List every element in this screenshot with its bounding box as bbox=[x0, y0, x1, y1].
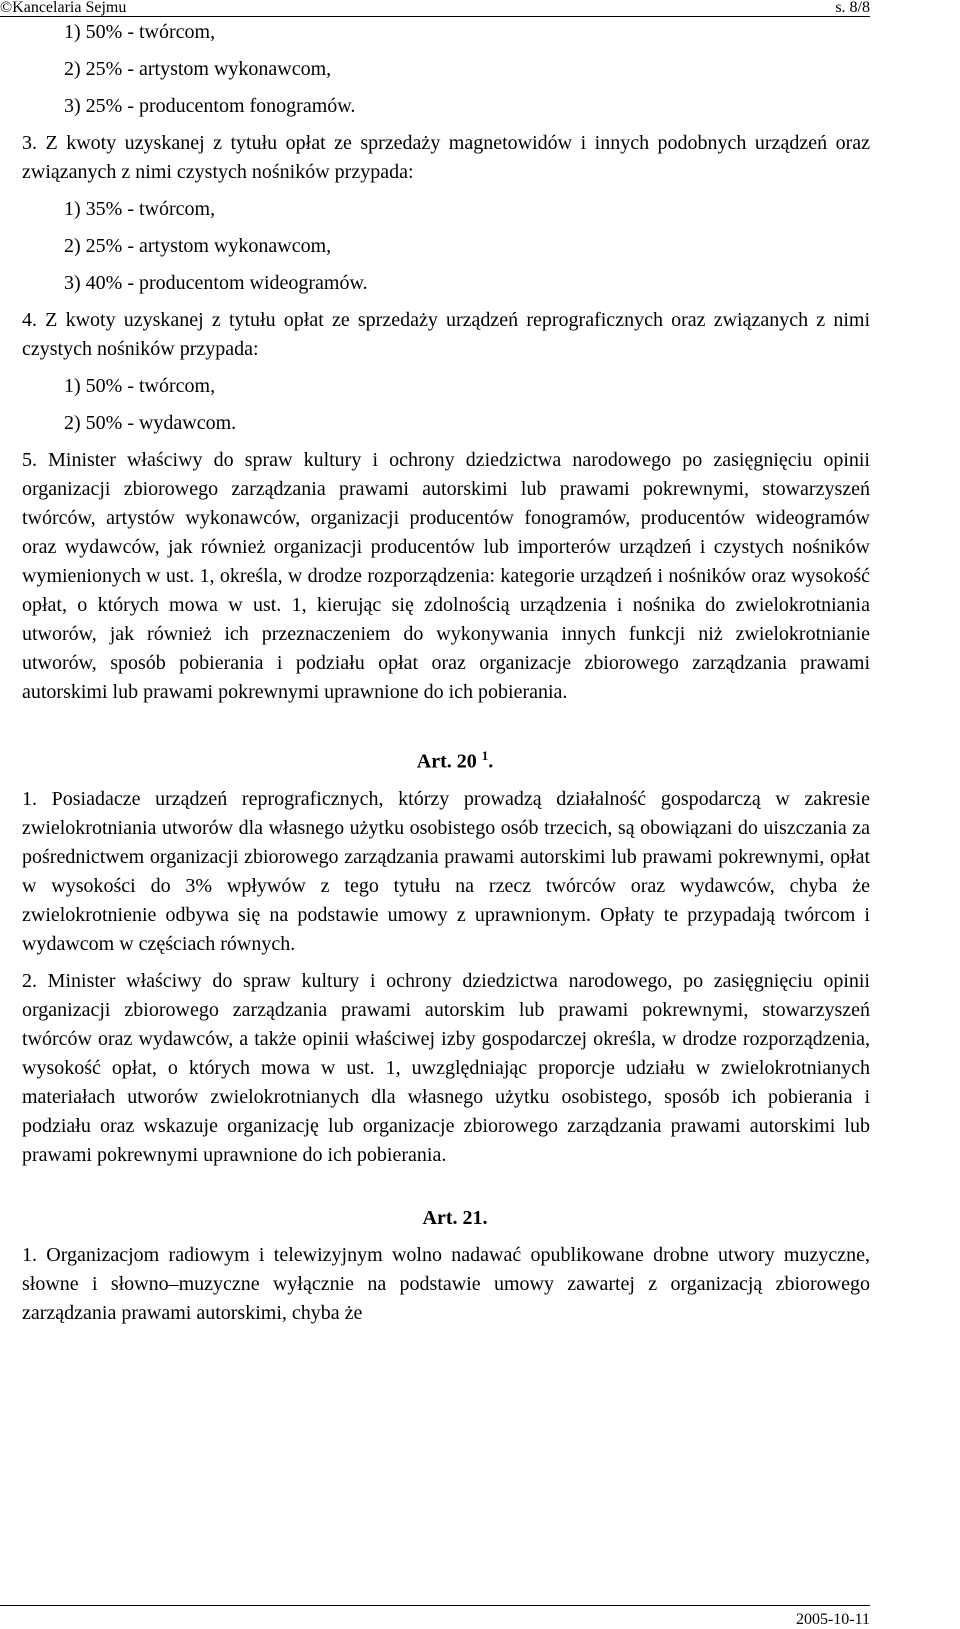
paragraph-3-intro: 3. Z kwoty uzyskanej z tytułu opłat ze sprzedaży magnetowidów i innych podobnych urządzeń oraz związanych z nimi czystych nośników przypada: bbox=[22, 132, 870, 183]
document-body bbox=[0, 18, 870, 1328]
list-item: 2) 25% - artystom wykonawcom, bbox=[64, 58, 332, 80]
page-number: s. 8/8 bbox=[835, 0, 870, 16]
list-item: 1) 50% - twórcom, bbox=[64, 375, 216, 397]
paragraph-5: 5. Minister właściwy do spraw kultury i ochrony dziedzictwa narodowego po zasięgnięciu opinii organizacji zbiorowego zarządzania prawami autorskimi lub prawami pokrewnymi, stowarzyszeń twórców, artystów wykonawców, organizacji producentów fonogramów, producentów wideogramów oraz wydawców, jak również organizacji producentów lub importerów urządzeń i czystych nośników wymienionych w ust. 1, określa, w drodze rozporządzenia: kategorie urządzeń i nośników oraz wysokość opłat, o których mowa w ust. 1, kierując się zdolnością urządzenia i nośnika do zwielokrotniania utworów, jak również ich przeznaczeniem do wykonywania innych funkcji niż zwielokrotnianie utworów, sposób pobierania i podziału opłat oraz organizacje zbiorowego zarządzania prawami autorskimi lub prawami pokrewnymi uprawnione do ich pobierania. bbox=[22, 449, 870, 703]
source-label: ©Kancelaria Sejmu bbox=[0, 0, 127, 16]
article-20-1-paragraph-1: 1. Posiadacze urządzeń reprograficznych, którzy prowadzą działalność gospodarczą w zakresie zwielokrotniania utworów dla własnego użytku osobistego osób trzecich, są obowiązani do uiszczania za pośrednictwem organizacji zbiorowego zarządzania prawami autorskimi lub prawami pokrewnymi, opłat w wysokości do 3% wpływów z tego tytułu na rzecz twórców oraz wydawców, chyba że zwielokrotnienie odbywa się na podstawie umowy z uprawnionym. Opłaty te przypadają twórcom i wydawcom w częściach równych. bbox=[22, 787, 870, 955]
page-header bbox=[0, 0, 870, 20]
article-title-21: Art. 21. bbox=[422, 1206, 488, 1229]
list-item: 3) 40% - producentom wideogramów. bbox=[64, 272, 368, 294]
article-20-1-paragraph-2: 2. Minister właściwy do spraw kultury i ochrony dziedzictwa narodowego, po zasięgnięciu opinii organizacji zbiorowego zarządzania prawami autorskim lub prawami pokrewnymi, stowarzyszeń twórców oraz wydawców, a także opinii właściwej izby gospodarczej określa, w drodze rozporządzenia, wysokość opłat, o których mowa w ust. 1, uwzględniając proporcje udziału w zwielokrotnianych materiałach utworów zwielokrotnianych dla własnego użytku osobistego, sposób ich pobierania i podziału oraz wskazuje organizację lub organizacje zbiorowego zarządzania prawami autorskimi lub prawami pokrewnymi uprawnione do ich pobierania. bbox=[22, 969, 870, 1166]
list-item: 1) 50% - twórcom, bbox=[64, 21, 216, 43]
article-title-20-1: Art. 20 $^1$. bbox=[416, 748, 494, 773]
document-date: 2005-10-11 bbox=[795, 1611, 870, 1628]
list-item: 3) 25% - producentom fonogramów. bbox=[64, 95, 356, 117]
list-item: 2) 25% - artystom wykonawcom, bbox=[64, 235, 332, 257]
article-21-paragraph-1: 1. Organizacjom radiowym i telewizyjnym wolno nadawać opublikowane drobne utwory muzyczne, słowne i słowno–muzyczne wyłącznie na podstawie umowy zawartej z organizacją zbiorowego zarządzania prawami autorskimi, chyba że bbox=[22, 1243, 870, 1324]
paragraph-4-intro: 4. Z kwoty uzyskanej z tytułu opłat ze sprzedaży urządzeń reprograficznych oraz związanych z nimi czystych nośników przypada: bbox=[22, 309, 870, 360]
page-footer bbox=[0, 1606, 870, 1628]
header-divider bbox=[0, 16, 870, 17]
list-item: 1) 35% - twórcom, bbox=[64, 198, 216, 220]
list-item: 2) 50% - wydawcom. bbox=[64, 412, 237, 434]
